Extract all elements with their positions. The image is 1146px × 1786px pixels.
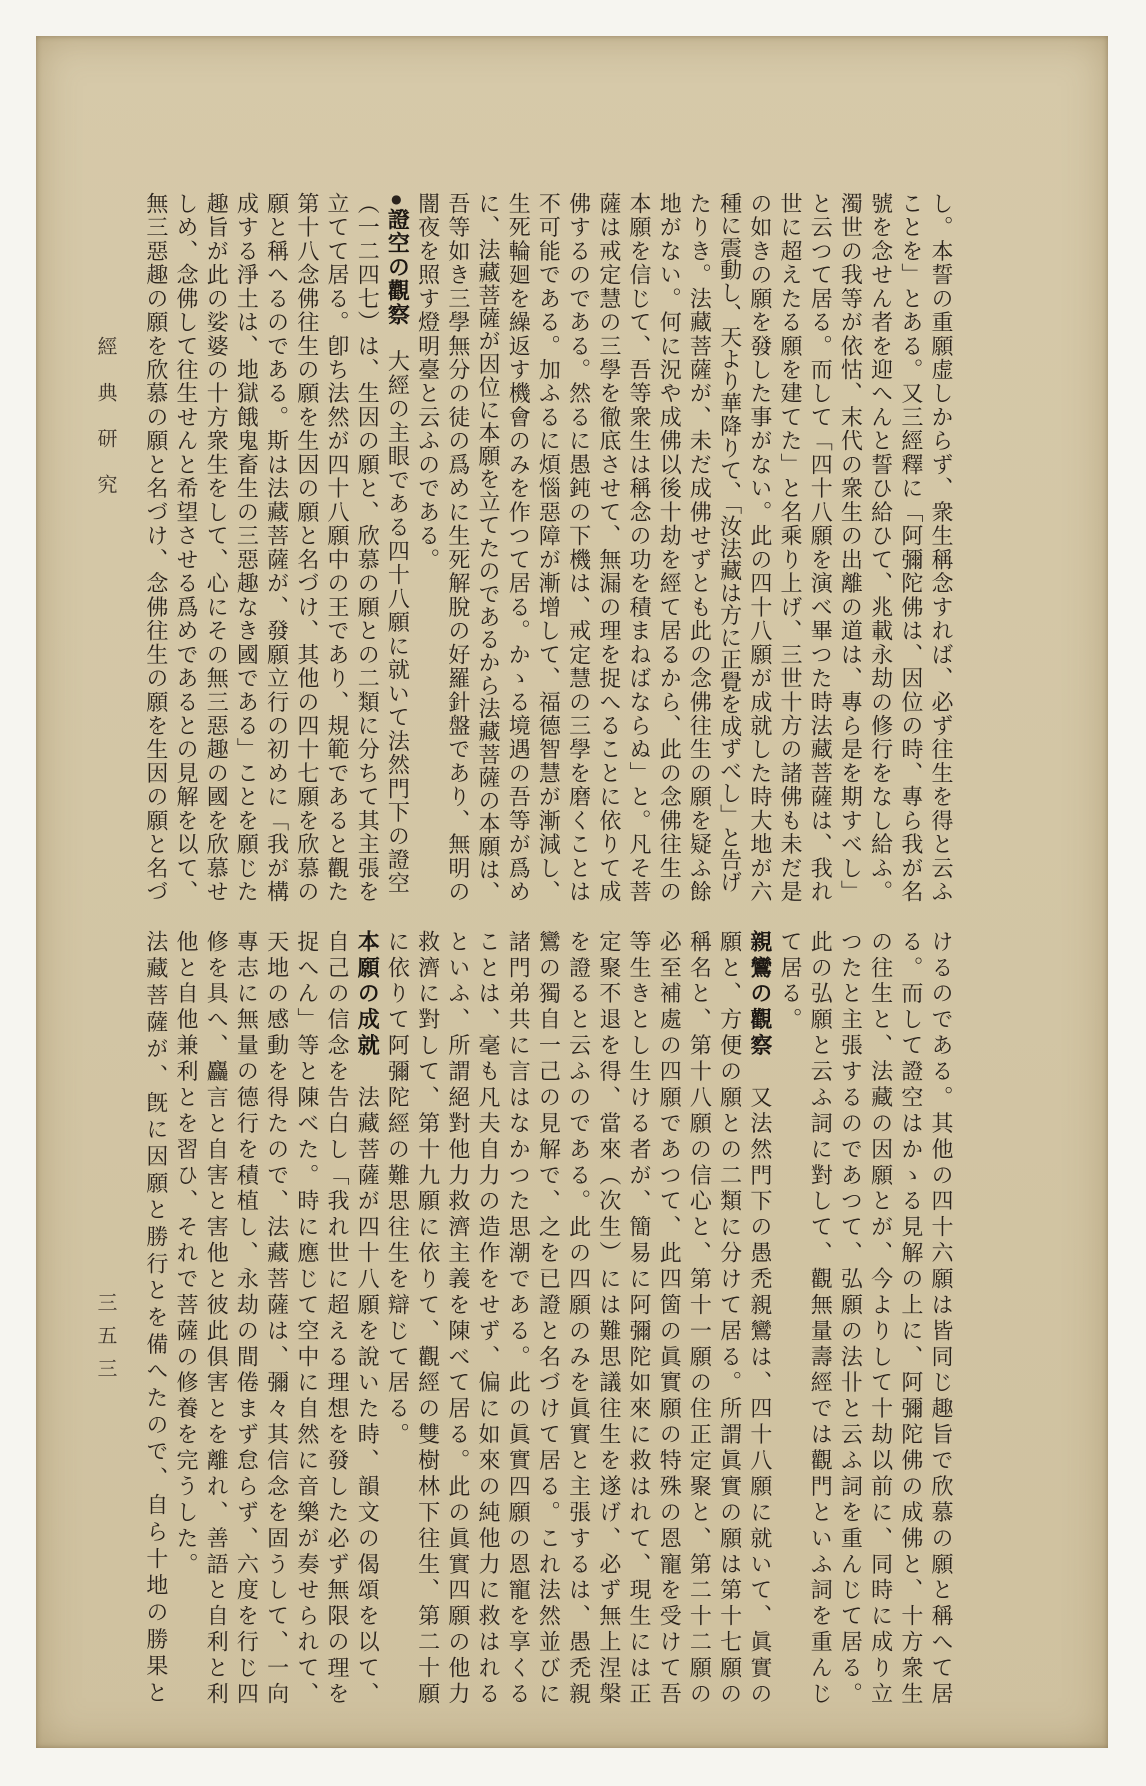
text-column xyxy=(321,192,351,904)
column-text: に、法藏菩薩が因位に本願を立てたのであるから法藏菩薩の本願は、 xyxy=(475,192,500,904)
text-column xyxy=(623,930,653,1708)
column-text: 專志に無量の德行を積植し、永劫の間倦まず怠らず、六度を行じ四 xyxy=(233,930,259,1708)
text-column xyxy=(532,192,562,904)
text-column xyxy=(834,192,864,904)
column-text: 生死輪廻を繰返す機會のみを作つて居る。かゝる境遇の吾等が爲め xyxy=(505,192,531,904)
column-text: 他と自他兼利とを習ひ、それで菩薩の修養を完うした。 xyxy=(173,930,198,1579)
text-column xyxy=(714,192,744,904)
text-column xyxy=(804,192,834,904)
text-column xyxy=(683,930,713,1708)
column-text: 不可能である。加ふるに煩惱惡障が漸增して、福德智慧が漸減し、 xyxy=(535,192,561,904)
text-column xyxy=(804,930,834,1708)
column-text: て居る。 xyxy=(777,930,802,1034)
column-text: 號を念せん者を迎へんと誓ひ給ひて、兆載永劫の修行をなし給ふ。 xyxy=(867,192,893,904)
column-text: 第十八念佛往生の願を生因の願と名づけ、其他の四十七願を欣慕の xyxy=(293,192,319,904)
column-text: けるのである。其他の四十六願は皆同じ趣旨で欣慕の願と稱へて居 xyxy=(928,930,953,1708)
text-column xyxy=(532,930,562,1708)
column-text: 地がない。何に況や成佛以後十劫を經て居るから、此の念佛往生の xyxy=(656,192,682,904)
column-text: 濁世の我等が依怙、末代の衆生の出離の道は、專ら是を期すべし」 xyxy=(837,192,863,904)
section-heading: 親鸞の觀察 xyxy=(746,930,772,1060)
text-column xyxy=(230,930,260,1708)
lower-text-block xyxy=(139,930,955,1708)
text-column xyxy=(502,930,532,1708)
text-column xyxy=(261,192,291,904)
column-text: 必至補處の四願であつて、此四箇の眞實願の特殊の恩寵を受けて吾 xyxy=(656,930,682,1708)
column-text: 自己の信念を告白し「我れ世に超える理想を發した必ず無限の理を xyxy=(324,930,349,1708)
text-column xyxy=(170,930,200,1708)
column-text: 稱名と、第十八願の信心と、第十一願の住正定聚と、第二十二願の xyxy=(686,930,712,1708)
text-column xyxy=(200,930,230,1708)
text-column xyxy=(502,192,532,904)
column-text: 願と、方便の願との二類に分けて居る。所謂眞實の願は第十七願の xyxy=(716,930,742,1708)
text-column xyxy=(744,192,774,904)
text-column xyxy=(563,192,593,904)
text-column xyxy=(593,930,623,1708)
text-column xyxy=(412,930,442,1708)
text-column xyxy=(200,192,230,904)
column-text: たりき。法藏菩薩が、未だ成佛せずとも此の念佛往生の願を疑ふ餘 xyxy=(686,192,712,904)
text-column xyxy=(714,930,744,1708)
column-text: ことは、毫も凡夫自力の造作をせず、偏に如來の純他力に救はれる xyxy=(475,930,500,1708)
column-text: 鸞の獨自一己の見解で、之を已證と名づけて居る。これ法然並びに xyxy=(535,930,561,1708)
column-text: 世に超えたる願を建てた」と名乘り上げ、三世十方の諸佛も未だ是 xyxy=(777,192,802,904)
column-text: 薩は戒定慧の三學を徹底させて、無漏の理を捉へることに依りて成 xyxy=(595,192,621,904)
upper-text-block xyxy=(139,192,955,904)
column-text: 闇夜を照す燈明臺と云ふのである。 xyxy=(414,192,440,572)
column-text: る。而して證空はかゝる見解の上に、阿彌陀佛の成佛と、十方衆生 xyxy=(897,930,923,1708)
text-column xyxy=(170,192,200,904)
column-text: しめ、念佛して往生せんと希望させる爲めであるとの見解を以て、 xyxy=(173,192,198,904)
text-column xyxy=(140,930,170,1708)
column-text: （一二四七）は、生因の願と、欣慕の願との二類に分ちて其主張を xyxy=(354,192,380,904)
text-column xyxy=(291,930,321,1708)
text-column xyxy=(895,192,925,904)
text-column xyxy=(563,930,593,1708)
column-text: 救濟に對して、第十九願に依りて、觀經の雙樹林下往生、第二十願 xyxy=(414,930,440,1708)
text-column xyxy=(925,192,955,904)
running-title: 經典研究 xyxy=(94,336,118,520)
column-text: し。本誓の重願虚しからず、衆生稱念すれば、必ず往生を得と云ふ xyxy=(928,192,953,904)
column-text: つたと主張するのであつて、弘願の法卝と云ふ詞を重んじて居る。 xyxy=(837,930,863,1708)
column-text: 立てて居る。卽ち法然が四十八願中の王であり、規範であると觀た xyxy=(324,192,349,904)
column-text: 又法然門下の愚禿親鸞は、四十八願に就いて、眞實の xyxy=(746,1059,772,1709)
text-column xyxy=(140,192,170,904)
column-text: 捉へん」等と陳べた。時に應じて空中に自然に音樂が奏せられて、 xyxy=(293,930,319,1708)
text-column xyxy=(683,192,713,904)
text-column xyxy=(291,192,321,904)
page-number: 三五三 xyxy=(94,1292,118,1391)
text-column xyxy=(230,192,260,904)
text-column xyxy=(774,192,804,904)
column-text: 本願を信じて、吾等衆生は稱念の功を積まねばならぬ」と。凡そ菩 xyxy=(626,192,651,904)
text-column xyxy=(472,192,502,904)
text-column xyxy=(442,930,472,1708)
column-text: と云つて居る。而して「四十八願を演べ畢つた時法藏菩薩は、我れ xyxy=(807,192,833,904)
section-heading: 證空の觀察 xyxy=(384,207,410,327)
column-text: 趣旨が此の娑婆の十方衆生をして、心にその無三惡趣の國を欣慕せ xyxy=(203,192,229,904)
column-text: 法藏菩薩が四十八願を說いた時、韻文の偈頌を以て、 xyxy=(354,1059,380,1709)
column-text: 成する淨土は、地獄餓鬼畜生の三惡趣なき國である」ことを願じた xyxy=(233,192,259,904)
text-column xyxy=(865,192,895,904)
section-heading: 本願の成就 xyxy=(354,930,380,1060)
column-text: といふ、所謂絕對他力救濟主義を陳べて居る。此の眞實四願の他力 xyxy=(444,930,470,1708)
text-column xyxy=(472,930,502,1708)
text-column xyxy=(261,930,291,1708)
heading-marker: ● xyxy=(389,192,404,208)
column-text: 吾等如き三學無分の徒の爲めに生死解脫の好羅針盤であり、無明の xyxy=(444,192,470,904)
text-column xyxy=(834,930,864,1708)
column-text: 等生きとし生ける者が、簡易に阿彌陀如來に救はれて、現生には正 xyxy=(626,930,651,1708)
text-column xyxy=(774,930,804,1708)
text-column-with-heading xyxy=(381,192,411,904)
column-text: 此の弘願と云ふ詞に對して、觀無量壽經では觀門といふ詞を重んじ xyxy=(807,930,833,1708)
text-column xyxy=(321,930,351,1708)
column-text: に依りて阿彌陀經の難思往生を辯じて居る。 xyxy=(384,930,410,1449)
column-text: 法藏菩薩が、旣に因願と勝行とを備へたので、自ら十地の勝果と xyxy=(142,930,168,1708)
text-column-with-heading xyxy=(351,930,381,1708)
column-text: の如きの願を發した事がない。此の四十八願が成就した時大地が六 xyxy=(746,192,772,904)
column-text: 種に震動し、天より華降りて、「汝法藏は方に正覺を成ずべし」と告げ xyxy=(716,192,742,893)
column-text: ことを」とある。又三經釋に「阿彌陀佛は、因位の時、專ら我が名 xyxy=(897,192,923,904)
text-column xyxy=(412,192,442,904)
text-column xyxy=(925,930,955,1708)
text-column xyxy=(653,930,683,1708)
text-column xyxy=(442,192,472,904)
column-text: 修を具へ、麤言と自害と害他と彼此俱害とを離れ、善語と自利と利 xyxy=(203,930,229,1708)
text-column xyxy=(351,192,381,904)
text-column xyxy=(865,930,895,1708)
text-column-with-heading xyxy=(744,930,774,1708)
text-column xyxy=(381,930,411,1708)
text-column xyxy=(895,930,925,1708)
column-text: 佛するのである。然るに愚鈍の下機は、戒定慧の三學を磨くことは xyxy=(565,192,591,904)
text-column xyxy=(653,192,683,904)
column-text: 天地の感動を得たので、法藏菩薩は、彌々其信念を固うして、一向 xyxy=(263,930,289,1708)
column-text: 諸門弟共に言はなかつた思潮である。此の眞實四願の恩寵を享くる xyxy=(505,930,531,1708)
column-text: 定聚不退を得、當來（次生）には難思議往生を遂げ、必ず無上涅槃 xyxy=(595,930,621,1708)
column-text: を證ると云ふのである。此の四願のみを眞實と主張するは、愚禿親 xyxy=(565,930,591,1708)
text-column xyxy=(593,192,623,904)
column-text: 大經の主眼である四十八願に就いて法然門下の證空 xyxy=(384,326,410,897)
column-text: の往生と、法藏の因願とが、今よりして十劫以前に、同時に成り立 xyxy=(867,930,893,1708)
column-text: 無三惡趣の願を欣慕の願と名づけ、念佛往生の願を生因の願と名づ xyxy=(142,192,168,904)
column-text: 願と稱へるのである。斯は法藏菩薩が、發願立行の初めに「我が構 xyxy=(263,192,289,904)
text-column xyxy=(623,192,653,904)
